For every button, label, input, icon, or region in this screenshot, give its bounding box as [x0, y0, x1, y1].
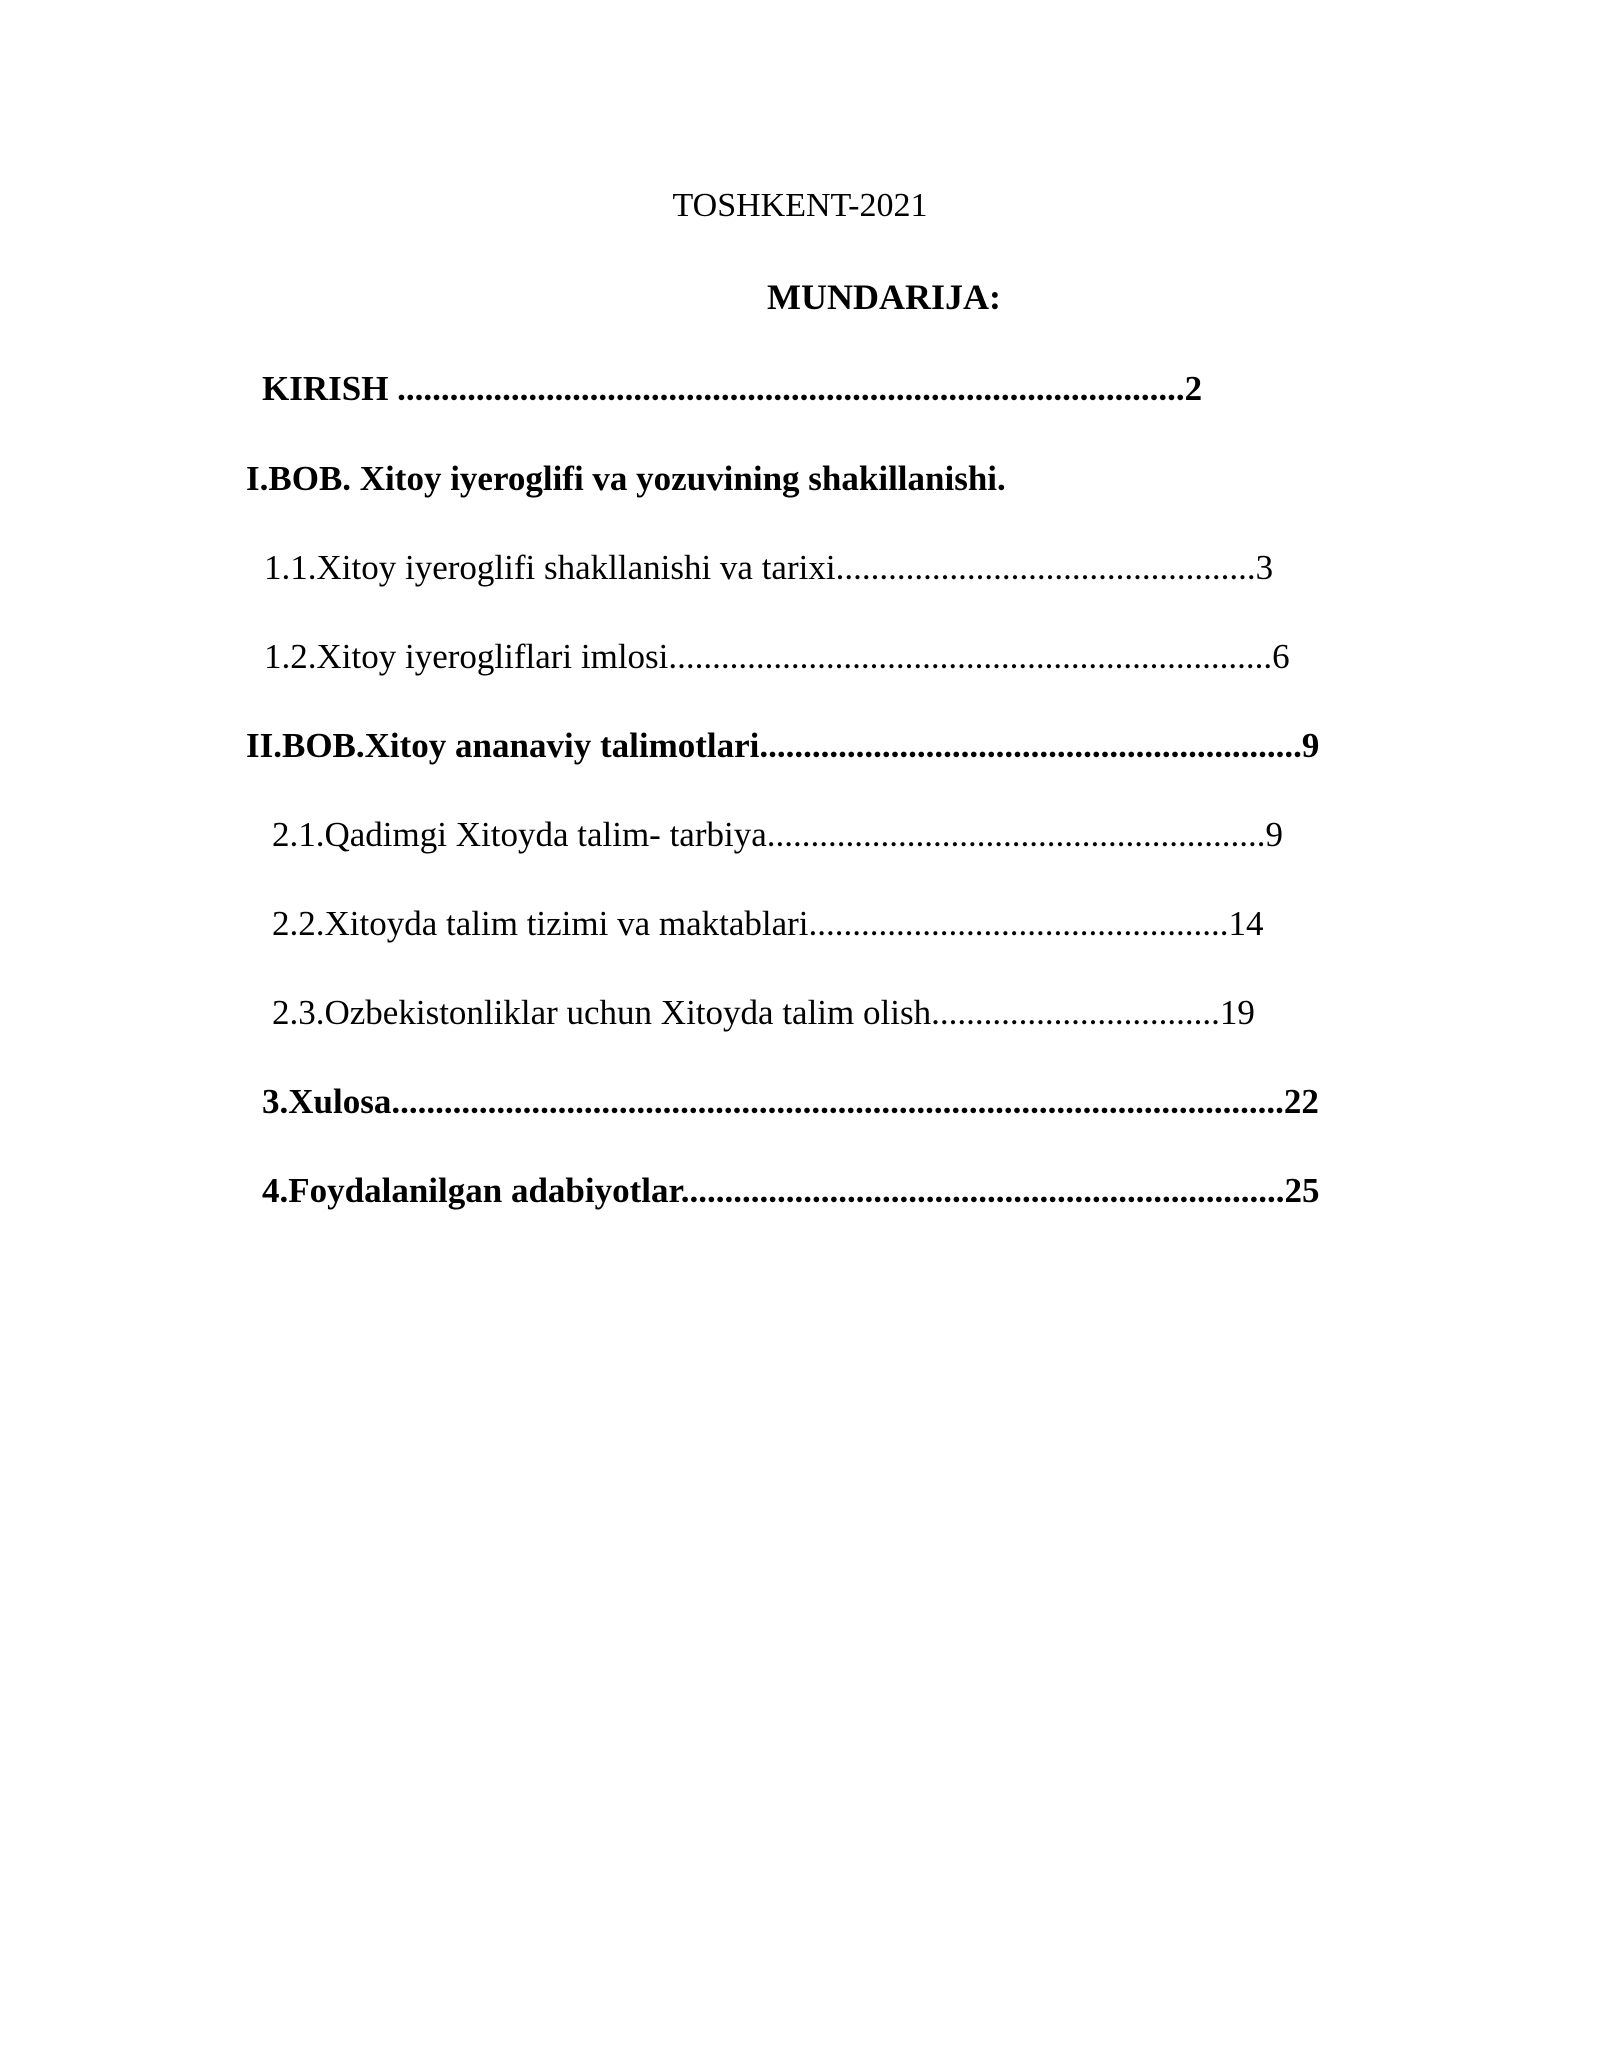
toc-entry-section-1-2: 1.2.Xitoy iyerogliflari imlosi.....................................................................6: [264, 637, 1290, 676]
toc-entry-section-1-1: 1.1.Xitoy iyeroglifi shakllanishi va tarixi................................................3: [264, 548, 1274, 587]
toc-entry-bibliography: 4.Foydalanilgan adabiyotlar.....................................................................25: [262, 1171, 1320, 1210]
toc-entry-kirish: KIRISH ..........................................................................................2: [262, 369, 1203, 408]
toc-entry-section-2-3: 2.3.Ozbekistonliklar uchun Xitoyda talim olish.................................19: [272, 993, 1255, 1032]
toc-entry-section-2-2: 2.2.Xitoyda talim tizimi va maktablari................................................14: [272, 904, 1264, 943]
toc-entry-section-2-1: 2.1.Qadimgi Xitoyda talim- tarbiya.........................................................9: [272, 815, 1284, 854]
toc-entry-conclusion: 3.Xulosa......................................................................................................22: [262, 1082, 1319, 1121]
city-year-heading: TOSHKENT-2021: [672, 187, 928, 224]
toc-entry-chapter-2: II.BOB.Xitoy ananaviy talimotlari..............................................................9: [246, 726, 1320, 765]
toc-entry-chapter-1: I.BOB. Xitoy iyeroglifi va yozuvining shakillanishi.: [246, 459, 1006, 498]
toc-title: MUNDARIJA:: [767, 277, 1001, 317]
